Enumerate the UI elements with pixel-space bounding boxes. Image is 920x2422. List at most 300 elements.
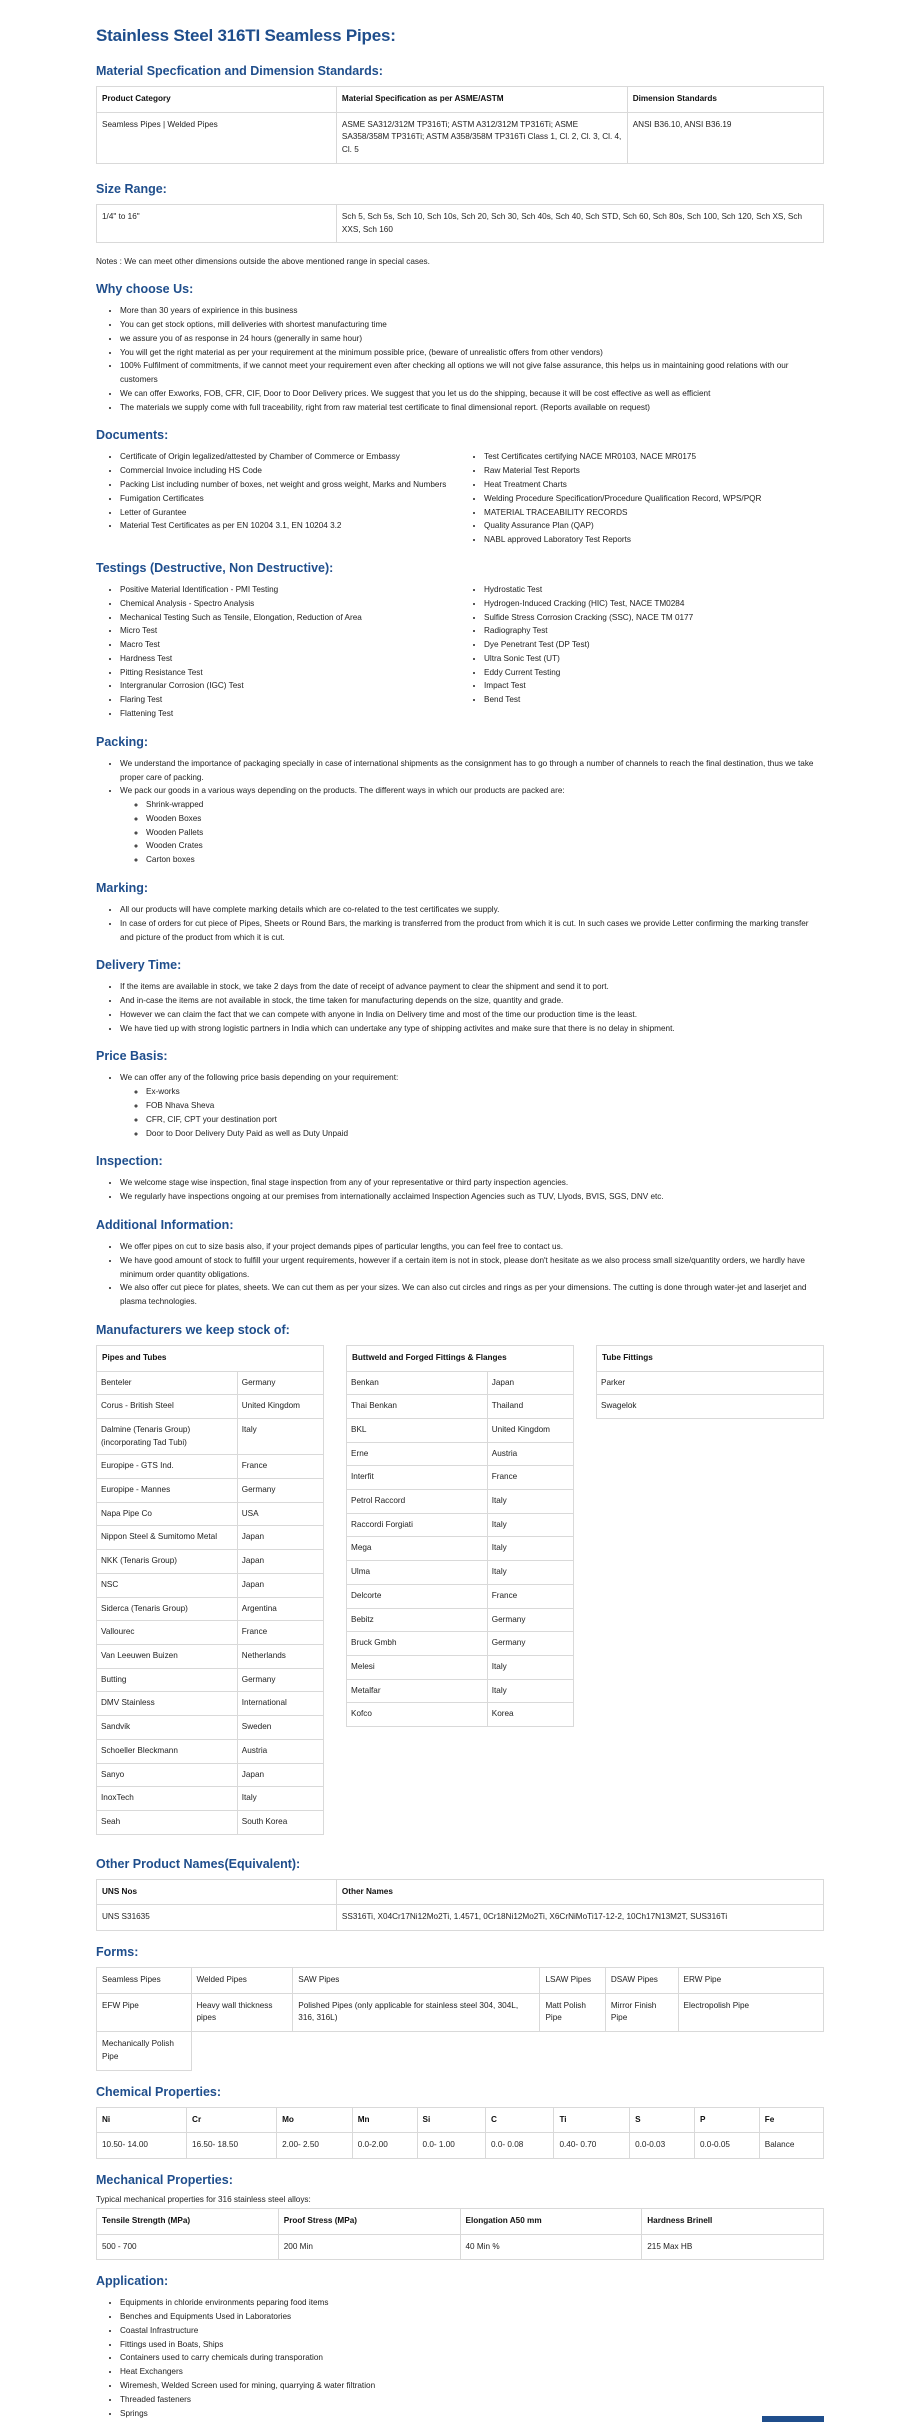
list-item: • If the items are available in stock, we take 2 days from the date of receipt of advance payment to clear the shipment and send it to port. [120, 980, 824, 994]
table-cell: 500 - 700 [97, 2234, 279, 2260]
size-range-note: Notes : We can meet other dimensions outside the above mentioned range in special cases. [96, 257, 430, 267]
table-row [97, 2133, 824, 2159]
table-row [347, 1608, 574, 1632]
table-cell: UNS S31635 [97, 1905, 337, 1931]
application-list [96, 2296, 824, 2420]
forms-table [96, 1967, 824, 2071]
manufacturer-country: Germany [237, 1371, 323, 1395]
empty-cell [540, 2032, 605, 2070]
manufacturer-name: Butting [97, 1668, 238, 1692]
list-item [120, 1071, 824, 1140]
delivery-heading: Delivery Time: [96, 958, 182, 973]
mechanical-intro: Typical mechanical properties for 316 stainless steel alloys: [96, 2194, 311, 2204]
table-cell: 2.00- 2.50 [277, 2133, 353, 2159]
manufacturer-country: Argentina [237, 1597, 323, 1621]
manufacturer-name: Europipe - Mannes [97, 1479, 238, 1503]
table-cell: 16.50- 18.50 [187, 2133, 277, 2159]
table-header-row [347, 1345, 574, 1371]
list-item: • Welding Procedure Specification/Procedure Qualification Record, WPS/PQR [484, 492, 824, 506]
table-header-cell: S [630, 2107, 695, 2133]
list-item: • Micro Test [120, 624, 460, 638]
list-item: • Heat Treatment Charts [484, 478, 824, 492]
manufacturer-name: Bruck Gmbh [347, 1632, 488, 1656]
manufacturers-section [96, 1323, 824, 1835]
list-item: • Equipments in chloride environments peparing food items [120, 2296, 824, 2310]
table-header-cell: Pipes and Tubes [97, 1345, 324, 1371]
table-header-cell: Dimension Standards [627, 87, 823, 113]
manufacturer-name: Bebitz [347, 1608, 488, 1632]
manufacturer-name: Mega [347, 1537, 488, 1561]
material-spec-table [96, 86, 824, 164]
manufacturer-name: Sanyo [97, 1763, 238, 1787]
table-row [97, 1905, 824, 1931]
manufacturer-country: Japan [237, 1550, 323, 1574]
list-item: ◦ Wooden Pallets [146, 826, 824, 840]
list-item: • Dye Penetrant Test (DP Test) [484, 638, 824, 652]
table-header-cell: Product Category [97, 87, 337, 113]
table-row [97, 204, 824, 242]
manufacturer-name: DMV Stainless [97, 1692, 238, 1716]
table-header-cell: Ni [97, 2107, 187, 2133]
list-item: • We can offer Exworks, FOB, CFR, CIF, Door to Door Delivery prices. We suggest that you let us do the shipping, because it will be cost effective as well as efficient [120, 387, 824, 401]
table-row [347, 1679, 574, 1703]
list-item: • We have good amount of stock to fulfill your urgent requirements, however if a certain item is not in stock, please don't hesitate as we also process small size/quantity orders, we hardly have minimum order quantity obligations. [120, 1254, 824, 1282]
table-row [97, 1739, 324, 1763]
manufacturer-country: Italy [487, 1561, 573, 1585]
table-cell: LSAW Pipes [540, 1968, 605, 1994]
table-row [97, 1993, 824, 2031]
table-header-cell: Buttweld and Forged Fittings & Flanges [347, 1345, 574, 1371]
list-item: • NABL approved Laboratory Test Reports [484, 533, 824, 547]
manufacturer-country: Germany [487, 1632, 573, 1656]
list-item-text: We can offer any of the following price basis depending on your requirement: [120, 1073, 399, 1083]
list-item: • Fittings used in Boats, Ships [120, 2338, 824, 2352]
table-row [97, 1668, 324, 1692]
manufacturer-name: Vallourec [97, 1621, 238, 1645]
list-item: • Benches and Equipments Used in Laboratories [120, 2310, 824, 2324]
list-item: • Certificate of Origin legalized/attested by Chamber of Commerce or Embassy [120, 450, 460, 464]
table-row [97, 1597, 324, 1621]
manufacturer-country: USA [237, 1502, 323, 1526]
list-item: • Wiremesh, Welded Screen used for mining, quarrying & water filtration [120, 2379, 824, 2393]
price-sublist [120, 1085, 824, 1140]
table-header-cell: Cr [187, 2107, 277, 2133]
list-item: • However we can claim the fact that we can compete with anyone in India on Delivery time and most of the time our production time is the least. [120, 1008, 824, 1022]
list-item: • Sulfide Stress Corrosion Cracking (SSC), NACE TM 0177 [484, 611, 824, 625]
documents-heading: Documents: [96, 428, 169, 443]
additional-list [96, 1240, 824, 1309]
footer-accent-bar [762, 2416, 824, 2422]
marking-heading: Marking: [96, 881, 149, 895]
price-section [96, 1049, 824, 1140]
table-cell: ANSI B36.10, ANSI B36.19 [627, 112, 823, 163]
list-item: • Coastal Infrastructure [120, 2324, 824, 2338]
list-item: • Mechanical Testing Such as Tensile, Elongation, Reduction of Area [120, 611, 460, 625]
table-header-cell: Proof Stress (MPa) [278, 2208, 460, 2234]
table-row [97, 1573, 324, 1597]
manufacturer-name: Van Leeuwen Buizen [97, 1644, 238, 1668]
table-cell: DSAW Pipes [605, 1968, 678, 1994]
table-header-cell: Other Names [336, 1879, 823, 1905]
list-item: ◦ Wooden Boxes [146, 812, 824, 826]
table-row [347, 1537, 574, 1561]
table-row [597, 1395, 824, 1419]
testings-section [96, 561, 824, 721]
manufacturer-country: France [237, 1455, 323, 1479]
fittings-flanges-table [346, 1345, 574, 1727]
table-header-cell: C [486, 2107, 554, 2133]
list-item: • Fumigation Certificates [120, 492, 460, 506]
size-range-section [96, 182, 824, 243]
list-item: ◦ Shrink-wrapped [146, 798, 824, 812]
list-item: ◦ Ex-works [146, 1085, 824, 1099]
documents-list-left [96, 450, 460, 546]
table-cell: Matt Polish Pipe [540, 1993, 605, 2031]
table-row [347, 1584, 574, 1608]
list-item: • Ultra Sonic Test (UT) [484, 652, 824, 666]
table-header-row [97, 87, 824, 113]
size-range-table [96, 204, 824, 243]
list-item: • All our products will have complete marking details which are co-related to the test certificates we supply. [120, 903, 824, 917]
other-names-section [96, 1857, 824, 1931]
manufacturer-country: France [487, 1584, 573, 1608]
manufacturer-country: United Kingdom [237, 1395, 323, 1419]
table-cell: 200 Min [278, 2234, 460, 2260]
list-item: • Impact Test [484, 679, 824, 693]
list-item: • Packing List including number of boxes, net weight and gross weight, Marks and Numbers [120, 478, 460, 492]
list-item: • Threaded fasteners [120, 2393, 824, 2407]
table-row [597, 1371, 824, 1395]
manufacturer-country: Italy [237, 1787, 323, 1811]
price-heading: Price Basis: [96, 1049, 168, 1064]
list-item: • Test Certificates certifying NACE MR0103, NACE MR0175 [484, 450, 824, 464]
table-cell: SS316Ti, X04Cr17Ni12Mo2Ti, 1.4571, 0Cr18Ni12Mo2Ti, X6CrNiMoTi17-12-2, 10Ch17N13M2T, SUS316Ti [336, 1905, 823, 1931]
delivery-section [96, 958, 824, 1035]
forms-heading: Forms: [96, 1945, 139, 1960]
table-header-cell: Si [417, 2107, 485, 2133]
list-item: ◦ Wooden Crates [146, 839, 824, 853]
list-item: • In case of orders for cut piece of Pipes, Sheets or Round Bars, the marking is transferred from the product from which it is cut. In such cases we provide Letter confirming the marking transfer and picture of the product from which it is cut. [120, 917, 824, 945]
table-cell: ERW Pipe [678, 1968, 823, 1994]
table-row [97, 1395, 324, 1419]
testings-list-right [460, 583, 824, 721]
manufacturer-country: France [237, 1621, 323, 1645]
manufacturer-name: Nippon Steel & Sumitomo Metal [97, 1526, 238, 1550]
manufacturer-name: Benkan [347, 1371, 488, 1395]
list-item: • More than 30 years of expirience in this business [120, 304, 824, 318]
list-item: • Raw Material Test Reports [484, 464, 824, 478]
list-item: • We regularly have inspections ongoing at our premises from internationally acclaimed Inspection Agencies such as TUV, Llyods, BVIS, SGS, DNV etc. [120, 1190, 824, 1204]
table-row [97, 1502, 324, 1526]
inspection-list [96, 1176, 824, 1204]
testings-heading: Testings (Destructive, Non Destructive): [96, 560, 334, 575]
list-item: • MATERIAL TRACEABILITY RECORDS [484, 506, 824, 520]
table-cell: Sch 5, Sch 5s, Sch 10, Sch 10s, Sch 20, Sch 30, Sch 40s, Sch 40, Sch STD, Sch 60, Sch 80s, Sch 100, Sch 120, Sch XS, Sch XXS, Sch 160 [336, 204, 823, 242]
manufacturer-country: Italy [487, 1679, 573, 1703]
manufacturer-name: Raccordi Forgiati [347, 1513, 488, 1537]
list-item: • We have tied up with strong logistic partners in India which can undertake any type of shipping activites and make sure that there is no delay in shipment. [120, 1022, 824, 1036]
list-item: ◦ CFR, CIF, CPT your destination port [146, 1113, 824, 1127]
table-cell: 0.0-0.03 [630, 2133, 695, 2159]
table-cell: Swagelok [597, 1395, 824, 1419]
manufacturer-name: Kofco [347, 1703, 488, 1727]
table-header-cell: Material Specification as per ASME/ASTM [336, 87, 627, 113]
manufacturer-country: Italy [237, 1418, 323, 1454]
table-cell: Balance [759, 2133, 823, 2159]
manufacturer-name: Ulma [347, 1561, 488, 1585]
list-item-text: We pack our goods in a various ways depending on the products. The different ways in which our products are packed are: [120, 786, 565, 796]
why-section [96, 282, 824, 414]
application-heading: Application: [96, 2274, 169, 2289]
list-item: • Hardness Test [120, 652, 460, 666]
material-spec-section [96, 64, 824, 164]
list-item: • Springs [120, 2407, 824, 2421]
chemical-table [96, 2107, 824, 2159]
table-header-row [97, 1879, 824, 1905]
table-row [97, 1644, 324, 1668]
manufacturer-country: South Korea [237, 1810, 323, 1834]
manufacturer-country: Austria [487, 1442, 573, 1466]
table-cell: SAW Pipes [293, 1968, 540, 1994]
packing-list [96, 757, 824, 867]
chemical-section [96, 2085, 824, 2159]
manufacturer-name: Delcorte [347, 1584, 488, 1608]
list-item: • We welcome stage wise inspection, final stage inspection from any of your representative or third party inspection agencies. [120, 1176, 824, 1190]
chemical-heading: Chemical Properties: [96, 2084, 222, 2099]
why-heading: Why choose Us: [96, 282, 194, 297]
table-cell: EFW Pipe [97, 1993, 192, 2031]
list-item: ◦ Door to Door Delivery Duty Paid as well as Duty Unpaid [146, 1127, 824, 1141]
table-cell: 0.0-0.05 [694, 2133, 759, 2159]
table-cell: Seamless Pipes | Welded Pipes [97, 112, 337, 163]
manufacturer-name: Siderca (Tenaris Group) [97, 1597, 238, 1621]
table-row [97, 2032, 824, 2070]
table-row [97, 1968, 824, 1994]
table-cell: Polished Pipes (only applicable for stainless steel 304, 304L, 316, 316L) [293, 1993, 540, 2031]
manufacturer-name: Erne [347, 1442, 488, 1466]
table-cell: Heavy wall thickness pipes [191, 1993, 293, 2031]
manufacturer-name: Europipe - GTS Ind. [97, 1455, 238, 1479]
forms-section [96, 1945, 824, 2071]
table-cell: 0.40- 0.70 [554, 2133, 630, 2159]
table-cell: Parker [597, 1371, 824, 1395]
manufacturer-country: France [487, 1466, 573, 1490]
list-item: • Letter of Gurantee [120, 506, 460, 520]
table-row [97, 1763, 324, 1787]
packing-heading: Packing: [96, 734, 149, 749]
manufacturer-name: NSC [97, 1573, 238, 1597]
manufacturer-name: Metalfar [347, 1679, 488, 1703]
list-item: • Positive Material Identification - PMI Testing [120, 583, 460, 597]
manufacturer-country: Japan [487, 1371, 573, 1395]
manufacturer-country: United Kingdom [487, 1418, 573, 1442]
manufacturer-country: International [237, 1692, 323, 1716]
other-names-heading: Other Product Names(Equivalent): [96, 1856, 301, 1871]
manufacturer-country: Italy [487, 1655, 573, 1679]
list-item: • We also offer cut piece for plates, sheets. We can cut them as per your sizes. We can also cut circles and rings as per your dimensions. The cutting is done through water-jet and laserjet and plasma technologies. [120, 1281, 824, 1309]
list-item: ◦ Carton boxes [146, 853, 824, 867]
list-item: • We understand the importance of packaging specially in case of international shipments as the consignment has to go through a number of channels to reach the final destination, thus we take proper care of packing. [120, 757, 824, 785]
table-header-cell: P [694, 2107, 759, 2133]
table-cell: 0.0-2.00 [352, 2133, 417, 2159]
manufacturer-name: Corus - British Steel [97, 1395, 238, 1419]
list-item: • Material Test Certificates as per EN 10204 3.1, EN 10204 3.2 [120, 519, 460, 533]
manufacturer-country: Germany [487, 1608, 573, 1632]
table-header-cell: Mo [277, 2107, 353, 2133]
manufacturer-country: Italy [487, 1513, 573, 1537]
material-spec-heading: Material Specfication and Dimension Standards: [96, 64, 383, 78]
table-row [97, 1621, 324, 1645]
table-cell: Mechanically Polish Pipe [97, 2032, 192, 2070]
empty-cell [191, 2032, 293, 2070]
manufacturer-name: Sandvik [97, 1716, 238, 1740]
tube-fittings-table [596, 1345, 824, 1419]
list-item: • Macro Test [120, 638, 460, 652]
empty-cell [605, 2032, 678, 2070]
table-row [97, 1526, 324, 1550]
table-header-cell: Elongation A50 mm [460, 2208, 642, 2234]
table-header-cell: UNS Nos [97, 1879, 337, 1905]
table-row [97, 2234, 824, 2260]
list-item: • And in-case the items are not available in stock, the time taken for manufacturing depends on the size, quantity and grade. [120, 994, 824, 1008]
manufacturer-name: Schoeller Bleckmann [97, 1739, 238, 1763]
list-item: • Heat Exchangers [120, 2365, 824, 2379]
manufacturer-country: Thailand [487, 1395, 573, 1419]
table-cell: Welded Pipes [191, 1968, 293, 1994]
manufacturer-name: Petrol Raccord [347, 1490, 488, 1514]
manufacturer-name: InoxTech [97, 1787, 238, 1811]
table-row [97, 1692, 324, 1716]
delivery-list [96, 980, 824, 1035]
pipes-tubes-table [96, 1345, 324, 1835]
table-row [347, 1655, 574, 1679]
table-cell: Seamless Pipes [97, 1968, 192, 1994]
list-item [120, 784, 824, 867]
list-item: • Intergranular Corrosion (IGC) Test [120, 679, 460, 693]
table-row [97, 112, 824, 163]
list-item: • Flattening Test [120, 707, 460, 721]
testings-list-left [96, 583, 460, 721]
manufacturer-country: Austria [237, 1739, 323, 1763]
table-header-cell: Tensile Strength (MPa) [97, 2208, 279, 2234]
table-cell: 1/4" to 16" [97, 204, 337, 242]
table-row [347, 1466, 574, 1490]
manufacturer-country: Korea [487, 1703, 573, 1727]
documents-section [96, 428, 824, 546]
table-cell: 0.0- 0.08 [486, 2133, 554, 2159]
packing-section [96, 735, 824, 867]
table-cell: 40 Min % [460, 2234, 642, 2260]
manufacturer-name: Benteler [97, 1371, 238, 1395]
table-header-cell: Ti [554, 2107, 630, 2133]
marking-list [96, 903, 824, 944]
manufacturer-country: Netherlands [237, 1644, 323, 1668]
table-row [97, 1810, 324, 1834]
table-cell: ASME SA312/312M TP316Ti; ASTM A312/312M TP316Ti; ASME SA358/358M TP316Ti; ASTM A358/358M TP316Ti Class 1, Cl. 2, Cl. 3, Cl. 4, Cl. 5 [336, 112, 627, 163]
list-item: • we assure you of as response in 24 hours (generally in same hour) [120, 332, 824, 346]
table-row [97, 1550, 324, 1574]
inspection-heading: Inspection: [96, 1154, 163, 1169]
manufacturer-country: Germany [237, 1479, 323, 1503]
manufacturer-name: Dalmine (Tenaris Group) (incorporating Tad Tubi) [97, 1418, 238, 1454]
list-item: ◦ FOB Nhava Sheva [146, 1099, 824, 1113]
table-cell: 215 Max HB [642, 2234, 824, 2260]
manufacturer-country: Japan [237, 1526, 323, 1550]
list-item: • Radiography Test [484, 624, 824, 638]
list-item: • The materials we supply come with full traceability, right from raw material test certificate to final dimensional report. (Reports available on request) [120, 401, 824, 415]
manufacturer-name: Napa Pipe Co [97, 1502, 238, 1526]
table-row [347, 1395, 574, 1419]
table-header-cell: Fe [759, 2107, 823, 2133]
table-row [347, 1703, 574, 1727]
mechanical-section [96, 2173, 824, 2260]
mechanical-table [96, 2208, 824, 2260]
table-header-row [97, 2107, 824, 2133]
additional-heading: Additional Information: [96, 1217, 234, 1232]
inspection-section [96, 1154, 824, 1204]
table-row [347, 1490, 574, 1514]
list-item: • Chemical Analysis - Spectro Analysis [120, 597, 460, 611]
manufacturer-name: Interfit [347, 1466, 488, 1490]
table-row [347, 1561, 574, 1585]
list-item: • Quality Assurance Plan (QAP) [484, 519, 824, 533]
marking-section [96, 881, 824, 944]
table-header-cell: Mn [352, 2107, 417, 2133]
manufacturer-name: Thai Benkan [347, 1395, 488, 1419]
manufacturer-name: Seah [97, 1810, 238, 1834]
table-row [97, 1371, 324, 1395]
table-row [347, 1513, 574, 1537]
application-section [96, 2274, 824, 2420]
size-range-heading: Size Range: [96, 181, 167, 196]
packing-sublist [120, 798, 824, 867]
list-item: • 100% Fulfilment of commitments, if we cannot meet your requirement even after checking all options we will not give false assurance, this helps us in maintaining good relations with our customers [120, 359, 824, 387]
table-header-row [97, 2208, 824, 2234]
table-row [347, 1418, 574, 1442]
table-row [347, 1632, 574, 1656]
other-names-table [96, 1879, 824, 1931]
price-list [96, 1071, 824, 1140]
why-list [96, 304, 824, 414]
list-item: • Pitting Resistance Test [120, 666, 460, 680]
table-row [347, 1442, 574, 1466]
list-item: • You can get stock options, mill deliveries with shortest manufacturing time [120, 318, 824, 332]
documents-list-right [460, 450, 824, 546]
list-item: • Bend Test [484, 693, 824, 707]
manufacturer-country: Sweden [237, 1716, 323, 1740]
table-cell: Mirror Finish Pipe [605, 1993, 678, 2031]
manufacturer-name: Melesi [347, 1655, 488, 1679]
table-header-cell: Tube Fittings [597, 1345, 824, 1371]
list-item: • Eddy Current Testing [484, 666, 824, 680]
manufacturers-heading: Manufacturers we keep stock of: [96, 1322, 290, 1337]
table-row [97, 1418, 324, 1454]
table-row [97, 1479, 324, 1503]
empty-cell [678, 2032, 823, 2070]
manufacturer-country: Japan [237, 1763, 323, 1787]
list-item: • Flaring Test [120, 693, 460, 707]
list-item: • Commercial Invoice including HS Code [120, 464, 460, 478]
list-item: • You will get the right material as per your requirement at the minimum possible price, (beware of unrealistic offers from other vendors) [120, 346, 824, 360]
table-header-row [97, 1345, 324, 1371]
list-item: • We offer pipes on cut to size basis also, if your project demands pipes of particular lengths, you can feel free to contact us. [120, 1240, 824, 1254]
table-row [97, 1787, 324, 1811]
table-cell: 0.0- 1.00 [417, 2133, 485, 2159]
manufacturer-country: Germany [237, 1668, 323, 1692]
manufacturer-name: BKL [347, 1418, 488, 1442]
table-cell: Electropolish Pipe [678, 1993, 823, 2031]
list-item: • Containers used to carry chemicals during transporation [120, 2351, 824, 2365]
